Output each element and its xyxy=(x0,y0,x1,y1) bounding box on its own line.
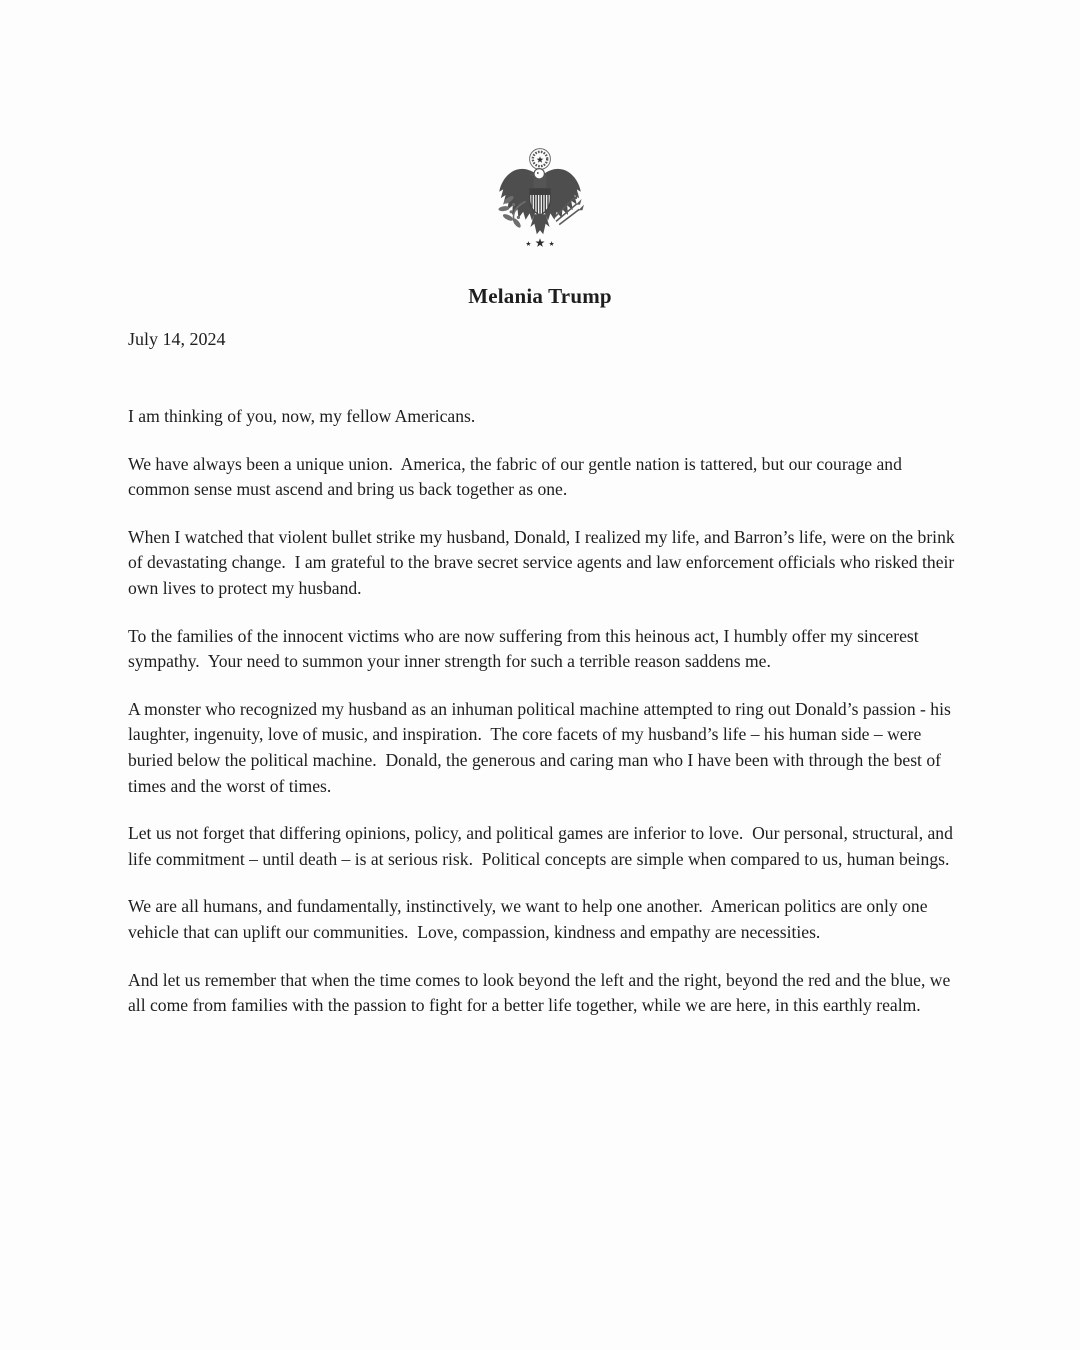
sender-name: Melania Trump xyxy=(468,284,612,308)
letter-paragraph: A monster who recognized my husband as an inhuman political machine attempted to ring out Donald’s passion - his laughter, ingenuity, love of music, and inspiration. The core facets of my husband’s life – his human side – were buried below the political machine. Donald, the generous and caring man who I have been with through the best of times and the worst of times. xyxy=(128,698,956,796)
us-great-seal-eagle-icon xyxy=(492,146,588,268)
letter-paragraph: I am thinking of you, now, my fellow Americans. xyxy=(128,406,476,426)
letter-body xyxy=(128,404,962,1019)
letter-paragraph: We are all humans, and fundamentally, instinctively, we want to help one another. American politics are only one vehicle that can uplift our communities. Love, compassion, kindness and empathy are necessities. xyxy=(128,896,932,942)
letter-paragraph: To the families of the innocent victims who are now suffering from this heinous act, I humbly offer my sincerest sympathy. Your need to summon your inner strength for such a terrible reason saddens me. xyxy=(128,625,924,672)
letter-paragraph: And let us remember that when the time comes to look beyond the left and the right, beyond the red and the blue, we all come from families with the passion to fight for a better life together, while we are here, in this earthly realm. xyxy=(128,969,955,1016)
letter-paragraph: We have always been a unique union. America, the fabric of our gentle nation is tattered, but our courage and common sense must ascend and bring us back together as one. xyxy=(128,453,907,500)
letter-paragraph: When I watched that violent bullet strike my husband, Donald, I realized my life, and Barron’s life, were on the brink of devastating change. I am grateful to the brave secret service agents and law enforcement officials who risked their own lives to protect my husband. xyxy=(128,526,960,598)
letter-paragraph: Let us not forget that differing opinions, policy, and political games are inferior to love. Our personal, structural, and life commitment – until death – is at serious risk. Political concepts are simple when compared to us, human beings. xyxy=(128,823,958,869)
letter-date: July 14, 2024 xyxy=(128,329,226,349)
letterhead-seal xyxy=(0,0,1080,268)
